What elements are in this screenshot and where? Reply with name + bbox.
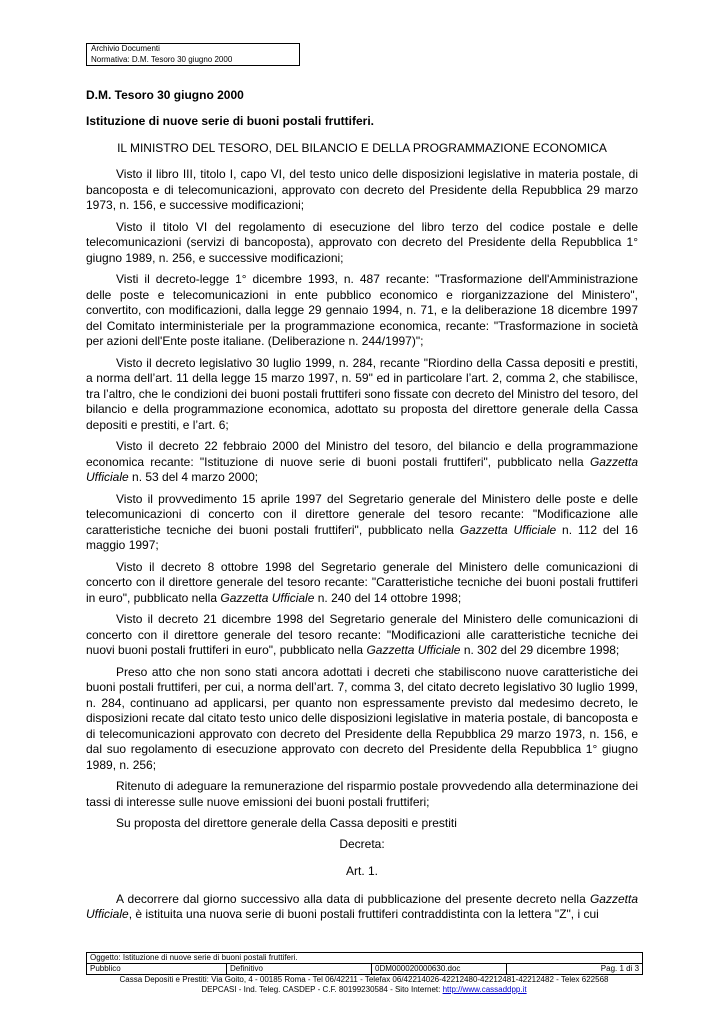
archive-header-box (86, 43, 300, 66)
paragraph-text: Visto il provvedimento 15 aprile 1997 del Segretario generale del Ministero delle poste e delle telecomunicazioni di concerto con il direttore generale del tesoro recante: "Modificazione alle caratteristiche tecniche dei buoni postali fruttiferi", pubblicato nella (86, 491, 638, 537)
paragraph: Visto il decreto legislativo 30 luglio 1999, n. 284, recante "Riordino della Cassa depositi e prestiti, a norma dell’art. 11 della legge 15 marzo 1997, n. 59" ed in particolare l’art. 2, comma 2, che stabilisce, tra l’altro, che le condizioni dei buoni postali fruttiferi sono fissate con decreto del Ministro del tesoro, del bilancio e della programmazione economica, adottato su proposta del direttore generale della Cassa depositi e prestiti, e l’art. 6; (86, 355, 638, 432)
footer-filename: 0DM000020000630.doc (372, 964, 507, 975)
paragraph-text: , è istituita una nuova serie di buoni postali fruttiferi contraddistinta con la lettera "Z", i cui (128, 907, 599, 921)
footer-address: Cassa Depositi e Prestiti: Via Goito, 4 - 00185 Roma - Tel 06/42211 - Telefax 06/42214026-42212480-42212481-42212482 - Telex 622568 (119, 975, 609, 984)
gazzetta-reference: Gazzetta Ufficiale (459, 522, 557, 537)
paragraph: Preso atto che non sono stati ancora adottati i decreti che stabiliscono nuove caratteristiche dei buoni postali fruttiferi, per cui, a norma dell’art. 7, comma 3, del citato decreto legislativo 30 luglio 1999, n. 284, continuano ad applicarsi, per quanto non espressamente previsto dal medesimo decreto, le disposizioni recate dal citato testo unico delle disposizioni legislative in materia postale, di bancoposta e di telecomunicazioni approvato con decreto del Presidente della Repubblica 29 marzo 1973, n. 156, e dal suo regolamento di esecuzione approvato con decreto del Presidente della Repubblica 1° giugno 1989, n. 256; (86, 664, 638, 772)
paragraph-text: Visto il decreto 22 febbraio 2000 del Ministro del tesoro, del bilancio e della programmazione economica recante: "Istituzione di nuove serie di buoni postali fruttiferi", pubblicato nella (86, 439, 638, 469)
normativa-label: Normativa: D.M. Tesoro 30 giugno 2000 (91, 54, 233, 64)
page-footer (86, 952, 642, 995)
paragraph-text: Visto il decreto 8 ottobre 1998 del Segretario generale del Ministero delle comunicazioni di concerto con il direttore generale del tesoro recante: "Caratteristiche tecniche dei buoni postali fruttiferi in euro", pubblicato nella (86, 559, 638, 605)
website-link[interactable]: http://www.cassaddpp.it (442, 985, 527, 994)
paragraph-text: A decorrere dal giorno successivo alla data di pubblicazione del presente decreto nella (116, 891, 590, 906)
footer-subject: Oggetto: Istituzione di nuove serie di buoni postali fruttiferi. (87, 953, 643, 964)
paragraph: Ritenuto di adeguare la remunerazione del risparmio postale provvedendo alla determinazione dei tassi di interesse sulle nuove emissioni dei buoni postali fruttiferi; (86, 779, 638, 809)
document-title: D.M. Tesoro 30 giugno 2000 (86, 88, 244, 102)
document-body (86, 167, 638, 929)
paragraph (86, 612, 638, 659)
gazzetta-reference: Gazzetta Ufficiale (366, 643, 461, 657)
gazzetta-reference: Gazzetta Ufficiale (86, 454, 638, 484)
article-heading: Art. 1. (345, 864, 378, 878)
paragraph: Visto il libro III, titolo I, capo VI, del testo unico delle disposizioni legislative in materia postale, di bancoposta e di telecomunicazioni, approvato con decreto del Presidente della Repubblica 29 marzo 1973, n. 156, e successive modificazioni; (86, 167, 638, 212)
paragraph (86, 439, 638, 486)
footer-page-number: Pag. 1 di 3 (507, 964, 643, 975)
footer-contacts-text: DEPCASI - Ind. Teleg. CASDEP - C.F. 80199230584 - Sito Internet: (201, 985, 443, 994)
paragraph: Visti il decreto-legge 1° dicembre 1993, n. 487 recante: "Trasformazione dell'Amministrazione delle poste e telecomunicazioni in ente pubblico economico e riorganizzazione del Ministero", convertito, con modificazioni, dalla legge 29 gennaio 1994, n. 71, e la deliberazione 18 dicembre 1997 del Comitato interministeriale per la programmazione economica, recante: "Trasformazione in società per azioni dell'Ente poste italiane. (Deliberazione n. 244/1997)"; (86, 272, 638, 348)
gazzetta-reference: Gazzetta Ufficiale (220, 590, 315, 605)
decreta-heading: Decreta: (339, 836, 385, 851)
minister-heading: IL MINISTRO DEL TESORO, DEL BILANCIO E DELLA PROGRAMMAZIONE ECONOMICA (117, 141, 607, 155)
paragraph (86, 492, 638, 554)
footer-status: Definitivo (227, 964, 372, 975)
document-subtitle: Istituzione di nuove serie di buoni postali fruttiferi. (86, 114, 375, 128)
paragraph: Su proposta del direttore generale della Cassa depositi e prestiti (116, 816, 457, 830)
paragraph-text: n. 112 del 16 maggio 1997; (86, 522, 638, 552)
footer-classification: Pubblico (87, 964, 227, 975)
footer-contacts (86, 985, 642, 995)
paragraph-text: n. 53 del 4 marzo 2000; (128, 470, 259, 484)
archive-label: Archivio Documenti (91, 44, 160, 53)
paragraph: Visto il titolo VI del regolamento di esecuzione del libro terzo del codice postale e delle telecomunicazioni (servizi di bancoposta), approvato con decreto del Presidente della Repubblica 1° giugno 1989, n. 256, e successive modificazioni; (86, 219, 638, 265)
gazzetta-reference: Gazzetta Ufficiale (86, 891, 638, 921)
paragraph (86, 560, 638, 607)
footer-table (86, 952, 643, 975)
paragraph-text: n. 302 del 29 dicembre 1998; (460, 643, 620, 657)
paragraph (86, 892, 638, 923)
paragraph-text: n. 240 del 14 ottobre 1998; (314, 590, 462, 605)
paragraph-text: Visto il decreto 21 dicembre 1998 del Segretario generale del Ministero delle comunicazioni di concerto con il direttore generale del tesoro recante: "Modificazioni alle caratteristiche tecniche dei nuovi buoni postali fruttiferi in euro", pubblicato nella (86, 612, 638, 657)
